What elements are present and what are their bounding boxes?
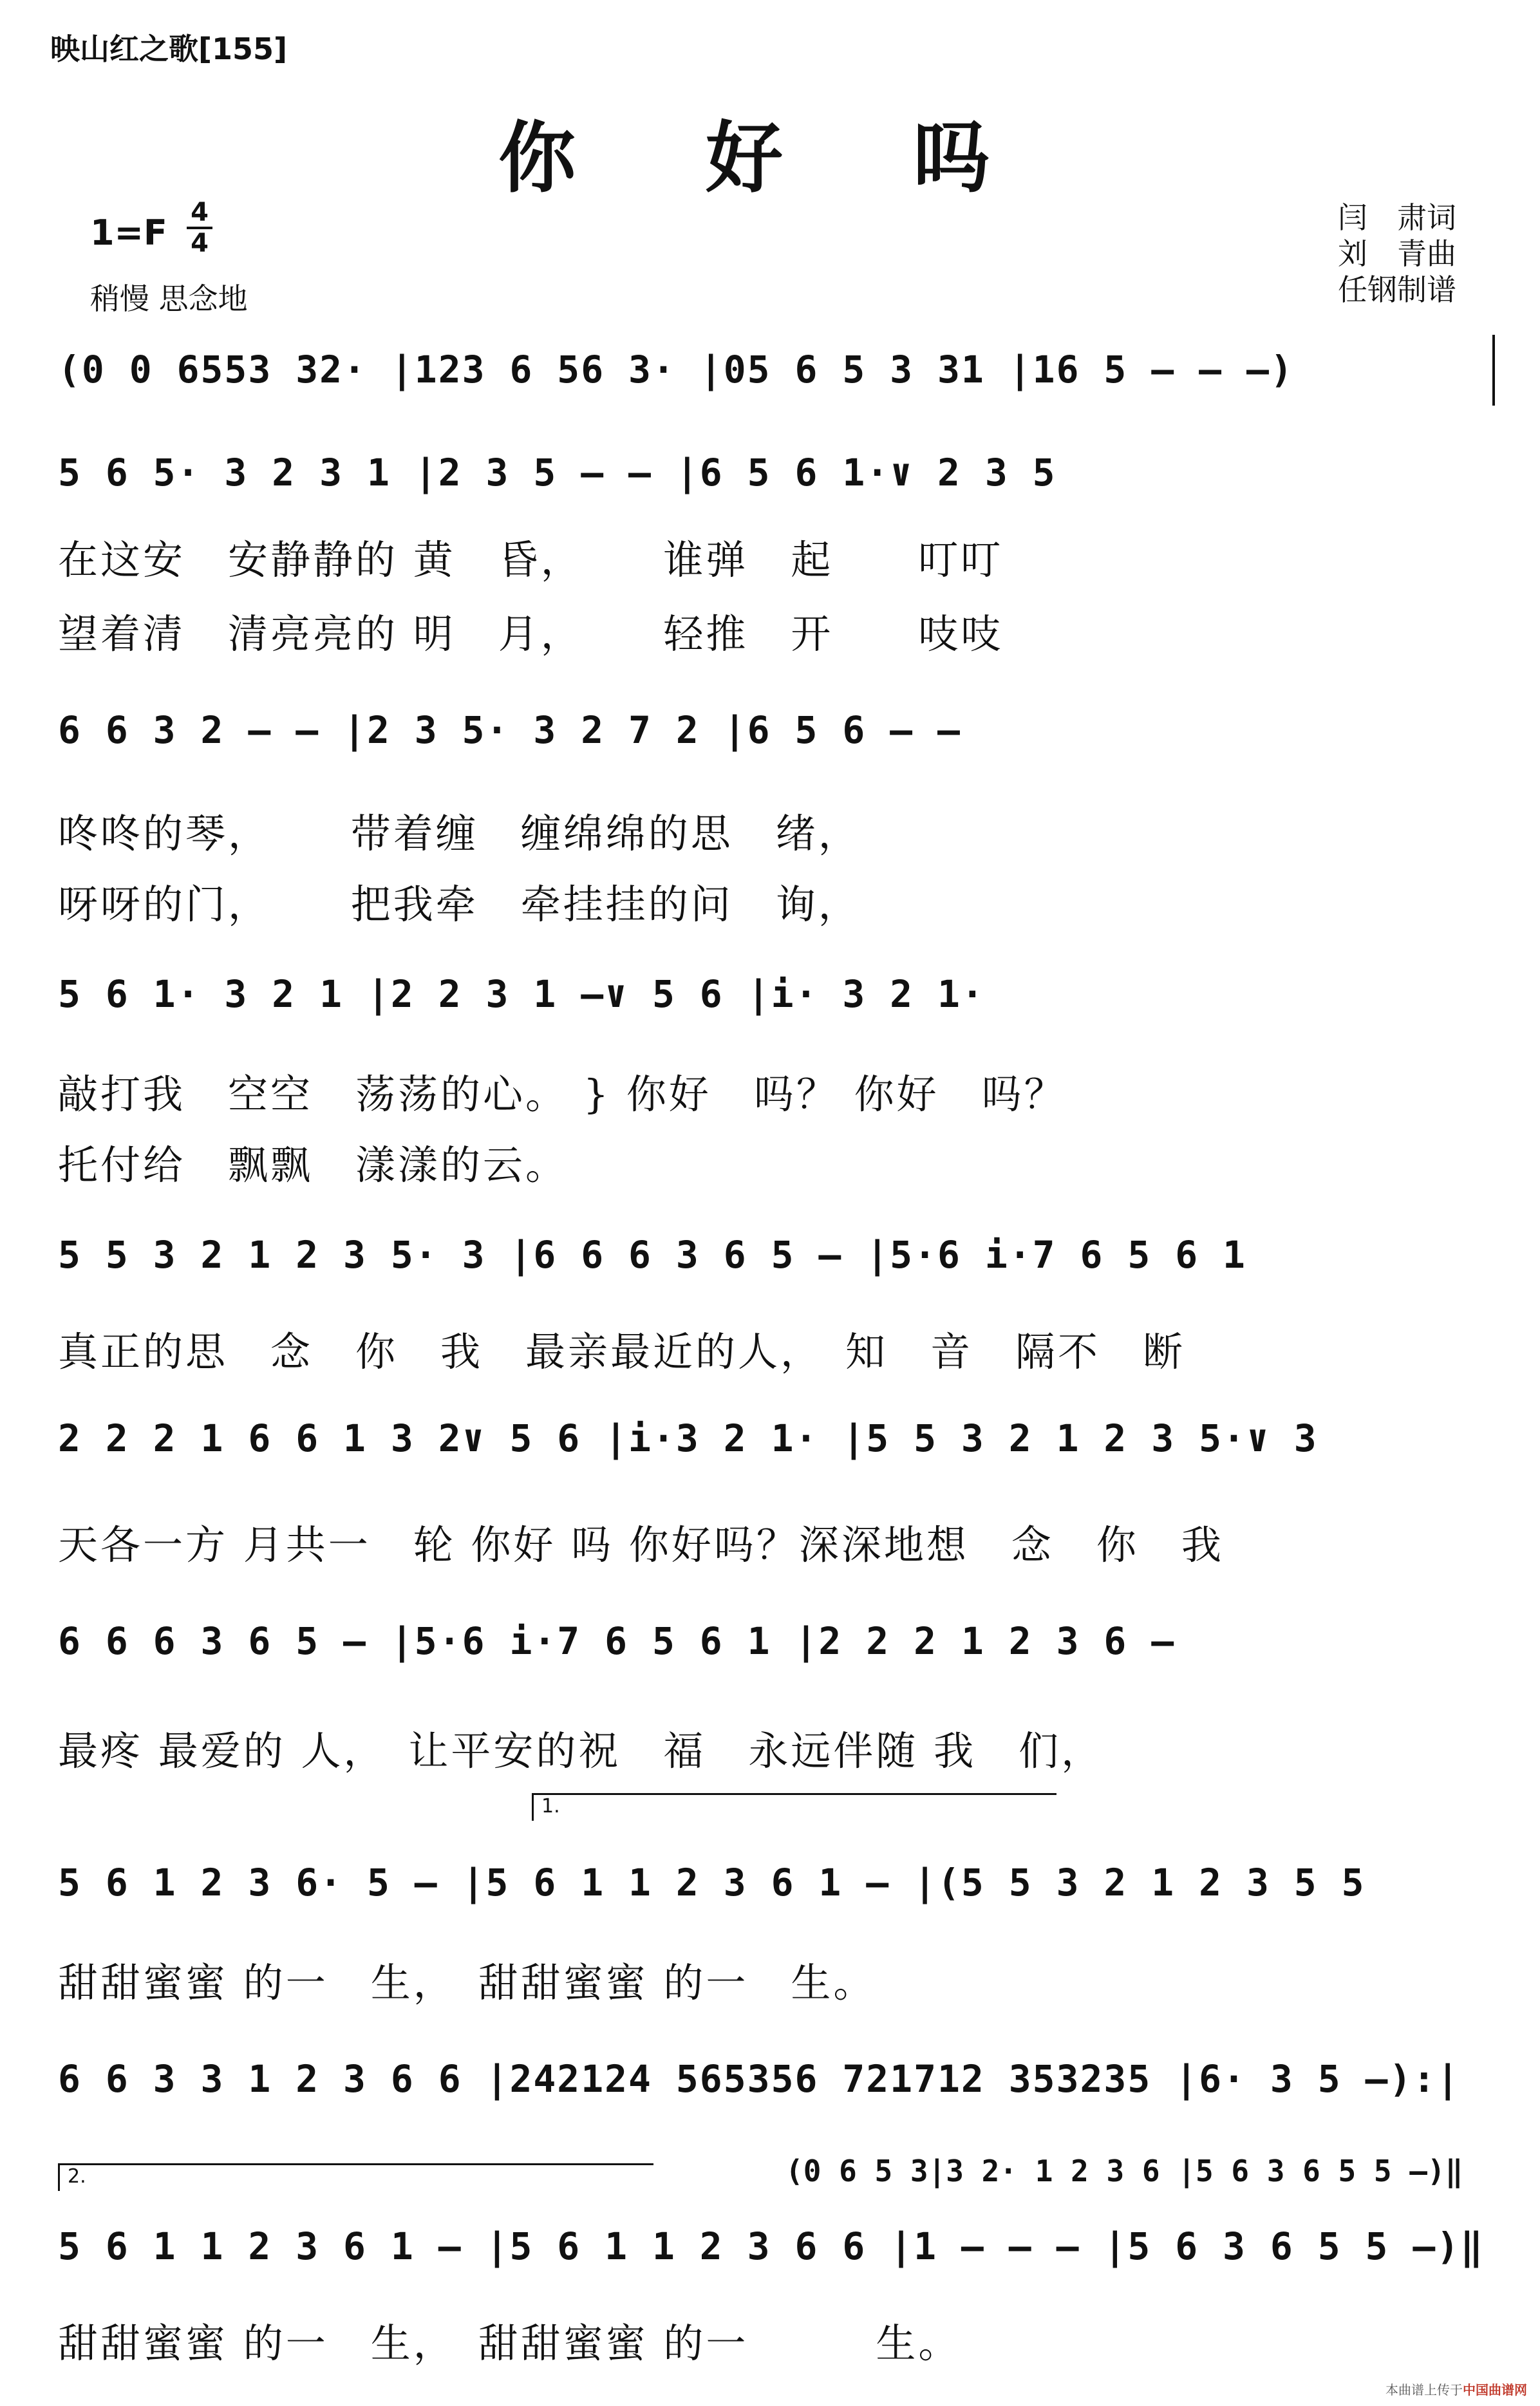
series-label: 映山红之歌[155] xyxy=(50,32,288,66)
lyric-line: 呀呀的门， 把我牵 牵挂挂的问 询， xyxy=(58,881,861,928)
lyric-line: 托付给 飘飘 漾漾的云。 xyxy=(58,1142,568,1189)
ending-alt-line: (0 6 5 3|3 2· 1 2 3 6 |5 6 3 6 5 5 –)‖ xyxy=(785,2154,1463,2188)
lyric-line: 天各一方 月共一 轮 你好 吗 你好吗？深深地想 念 你 我 xyxy=(58,1521,1224,1568)
notation-row: 6 6 6 3 6 5 – |5·6 i·7 6 5 6 1 |2 2 2 1 2 3 6 – xyxy=(58,1619,1176,1663)
notation-row: 5 6 5· 3 2 3 1 |2 3 5 – – |6 5 6 1·∨ 2 3 5 xyxy=(58,451,1056,494)
lyric-line: 甜甜蜜蜜 的一 生， 甜甜蜜蜜 的一 生。 xyxy=(58,2320,961,2367)
time-signature xyxy=(187,200,212,256)
lyric-line: 咚咚的琴， 带着缠 缠绵绵的思 绪， xyxy=(58,810,861,857)
notation-row: 6 6 3 3 1 2 3 6 6 |242124 565356 721712 353235 |6· 3 5 –):| xyxy=(58,2057,1461,2101)
notation-row: 5 6 1 2 3 6· 5 – |5 6 1 1 2 3 6 1 – |(5 5 3 2 1 2 3 5 5 xyxy=(58,1861,1366,1904)
time-denominator: 4 xyxy=(191,229,209,258)
notation-row: 5 6 1· 3 2 1 |2 2 3 1 –∨ 5 6 |i· 3 2 1· xyxy=(58,972,985,1016)
song-title: 你 好 吗 xyxy=(498,113,1042,203)
watermark-brand: 中国曲谱网 xyxy=(1463,2382,1527,2398)
credits xyxy=(1338,200,1456,308)
volta-bracket-1: 1. xyxy=(532,1793,1056,1821)
notation-row: 5 6 1 1 2 3 6 1 – |5 6 1 1 2 3 6 6 |1 – – – |5 6 3 6 5 5 –)‖ xyxy=(58,2224,1485,2268)
lyric-line: 甜甜蜜蜜 的一 生， 甜甜蜜蜜 的一 生。 xyxy=(58,1959,876,2006)
notation-row: (0 0 6553 32· |123 6 56 3· |05 6 5 3 31 |16 5 – – –) xyxy=(58,348,1294,391)
watermark-prefix: 本曲谱上传于 xyxy=(1385,2382,1463,2398)
key-signature: 1=F xyxy=(90,212,167,253)
watermark xyxy=(1385,2380,1527,2398)
volta-bracket-2: 2. xyxy=(58,2163,653,2191)
barline xyxy=(1492,335,1495,406)
credit-lyrics: 闫 肃词 xyxy=(1338,200,1456,235)
lyric-line: 最疼 最爱的 人， 让平安的祝 福 永远伴随 我 们， xyxy=(58,1727,1104,1774)
tempo-marking: 稍慢 思念地 xyxy=(90,281,248,316)
lyric-line: 望着清 清亮亮的 明 月， 轻推 开 吱吱 xyxy=(58,610,1004,657)
notation-row: 6 6 3 2 – – |2 3 5· 3 2 7 2 |6 5 6 – – xyxy=(58,708,961,752)
credit-score: 任钢制谱 xyxy=(1338,272,1456,307)
lyric-line: 敲打我 空空 荡荡的心。 } 你好 吗？ 你好 吗？ xyxy=(58,1071,1067,1118)
notation-row: 5 5 3 2 1 2 3 5· 3 |6 6 6 3 6 5 – |5·6 i·7 6 5 6 1 xyxy=(58,1233,1246,1277)
notation-row: 2 2 2 1 6 6 1 3 2∨ 5 6 |i·3 2 1· |5 5 3 2 1 2 3 5·∨ 3 xyxy=(58,1416,1318,1460)
time-numerator: 4 xyxy=(191,198,209,227)
lyric-line: 真正的思 念 你 我 最亲最近的人， 知 音 隔不 断 xyxy=(58,1328,1186,1375)
lyric-line: 在这安 安静静的 黄 昏， 谁弹 起 叮叮 xyxy=(58,536,1004,583)
credit-music: 刘 青曲 xyxy=(1338,236,1456,271)
